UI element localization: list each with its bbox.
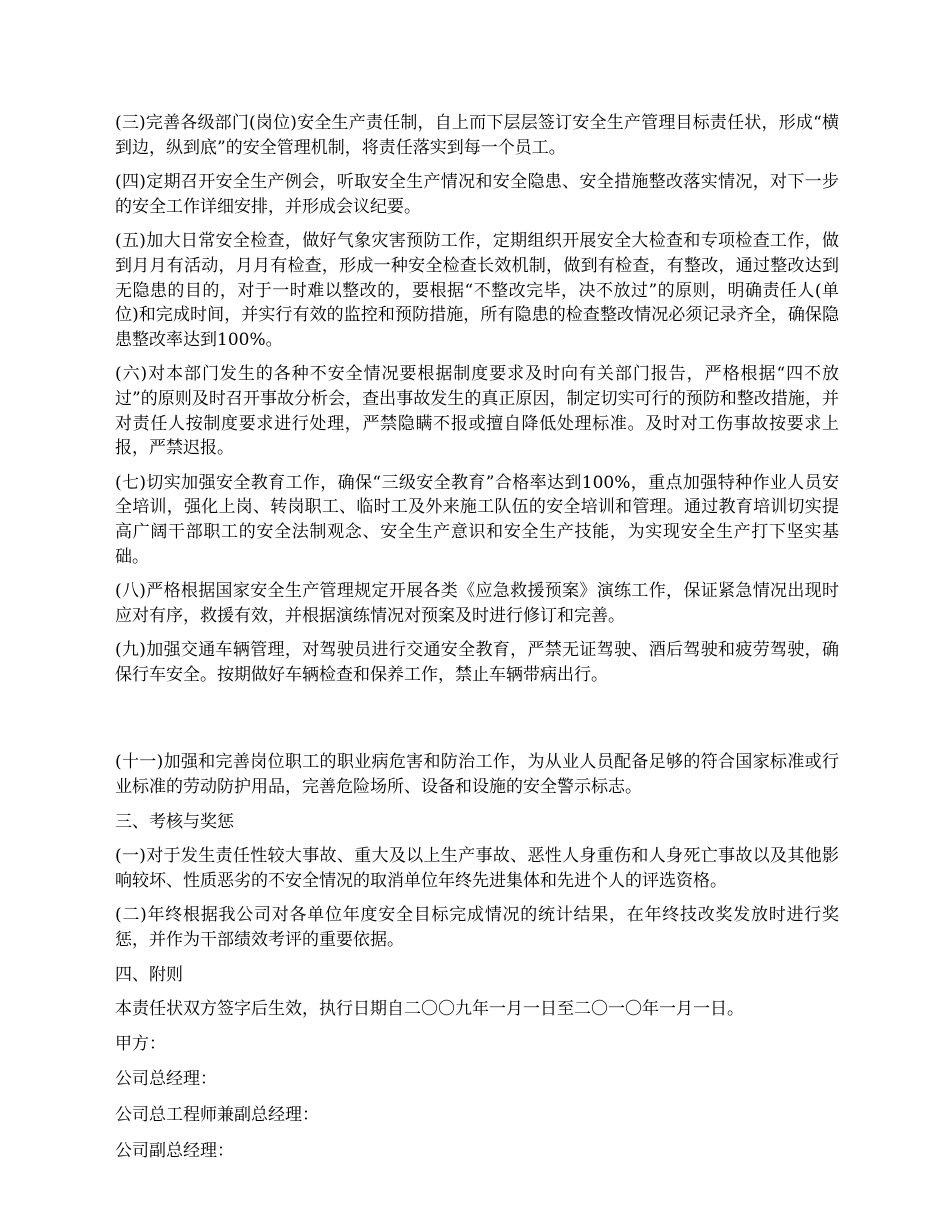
paragraph-item-8: (八)严格根据国家安全生产管理规定开展各类《应急救援预案》演练工作，保证紧急情况出现时应对有序，救援有效，并根据演练情况对预案及时进行修订和完善。: [115, 581, 839, 626]
paragraph-item-6: (六)对本部门发生的各种不安全情况要根据制度要求及时向有关部门报告，严格根据“四不放过”的原则及时召开事故分析会，查出事故发生的真正原因，制定切实可行的预防和整改措施，并对责任人按制度要求进行处理，严禁隐瞒不报或擅自降低处理标准。及时对工伤事故按要求上报，严禁迟报。: [115, 364, 839, 459]
document-page: [115, 111, 839, 1174]
paragraph-item-7: (七)切实加强安全教育工作，确保“三级安全教育”合格率达到100%，重点加强特种作业人员安全培训，强化上岗、转岗职工、临时工及外来施工队伍的安全培训和管理。通过教育培训切实提高广阔干部职工的安全法制观念、安全生产意识和安全生产技能，为实现安全生产打下坚实基础。: [115, 472, 839, 567]
assessment-item-2: (二)年终根据我公司对各单位年度安全目标完成情况的统计结果，在年终技改奖发放时进行奖惩，并作为干部绩效考评的重要依据。: [115, 905, 839, 951]
appendix-text: 本责任状双方签字后生效，执行日期自二〇〇九年一月一日至二〇一〇年一月一日。: [115, 999, 744, 1020]
section-heading-appendix: 四、附则: [115, 964, 183, 985]
assessment-item-1: (一)对于发生责任性较大事故、重大及以上生产事故、恶性人身重伤和人身死亡事故以及其他影响较坏、性质恶劣的不安全情况的取消单位年终先进集体和先进个人的评选资格。: [115, 846, 839, 891]
signature-general-manager: 公司总经理：: [115, 1069, 217, 1090]
paragraph-item-11: (十一)加强和完善岗位职工的职业病危害和防治工作，为从业人员配备足够的符合国家标准或行业标准的劳动防护用品，完善危险场所、设备和设施的安全警示标志。: [115, 752, 839, 798]
signature-party-a: 甲方：: [115, 1033, 166, 1054]
paragraph-item-5: (五)加大日常安全检查，做好气象灾害预防工作，定期组织开展安全大检查和专项检查工作，做到月月有活动，月月有检查，形成一种安全检查长效机制，做到有检查，有整改，通过整改达到无隐患的目的，对于一时难以整改的，要根据“不整改完毕，决不放过”的原则，明确责任人(单位)和完成时间，并实行有效的监控和预防措施，所有隐患的检查整改情况必须记录齐全，确保隐患整改率达到100%。: [115, 231, 839, 350]
paragraph-item-9: (九)加强交通车辆管理，对驾驶员进行交通安全教育，严禁无证驾驶、酒后驾驶和疲劳驾驶，确保行车安全。按期做好车辆检查和保养工作，禁止车辆带病出行。: [115, 640, 839, 685]
signature-chief-engineer: 公司总工程师兼副总经理：: [115, 1105, 319, 1125]
signature-deputy-manager: 公司副总经理：: [115, 1140, 234, 1161]
paragraph-item-3: (三)完善各级部门(岗位)安全生产责任制，自上而下层层签订安全生产管理目标责任状，形成“横到边，纵到底”的安全管理机制，将责任落实到每一个员工。: [115, 113, 839, 158]
blank-gap: [115, 697, 839, 750]
paragraph-item-4: (四)定期召开安全生产例会，听取安全生产情况和安全隐患、安全措施整改落实情况，对下一步的安全工作详细安排，并形成会议纪要。: [115, 172, 839, 217]
section-heading-assessment: 三、考核与奖惩: [115, 811, 234, 832]
